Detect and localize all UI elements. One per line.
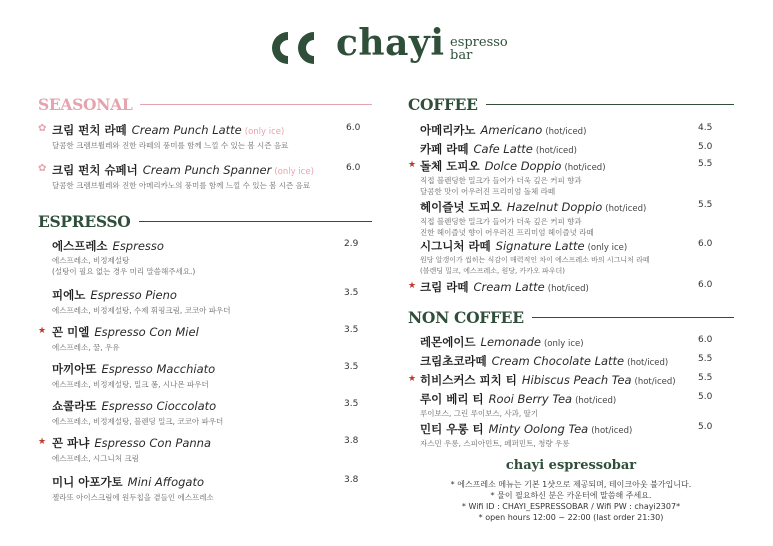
item-name-en: Espresso Con Panna (94, 436, 211, 450)
item-note: (only ice) (543, 339, 584, 349)
brand-subtitle-line1: espresso (450, 35, 508, 50)
coffee-section-header (408, 95, 734, 114)
menu-item (408, 122, 734, 138)
item-name-ko: 크림 라떼 (420, 280, 469, 294)
star-icon: ★ (38, 326, 47, 336)
item-note: (hot/iced) (627, 358, 669, 368)
item-price: 3.5 (344, 325, 359, 335)
item-price: 5.0 (698, 142, 713, 152)
item-name-ko: 크림초코라떼 (420, 354, 487, 368)
item-price: 5.5 (698, 200, 713, 210)
item-name-ko: 마끼아또 (52, 362, 97, 376)
item-price: 5.0 (698, 422, 713, 432)
item-name-en: Cream Punch Latte (131, 123, 242, 137)
menu-item (38, 398, 372, 427)
item-name-en: Signature Latte (495, 239, 585, 253)
footer-note: * 물이 필요하신 분은 카운터에 말씀해 주세요. (490, 491, 652, 500)
item-note: (hot/iced) (591, 426, 633, 436)
star-icon: ★ (408, 374, 417, 384)
brand-name: chayi (336, 22, 445, 64)
item-name-ko: 돌체 도피오 (420, 159, 480, 173)
item-name-ko: 아메리카노 (420, 123, 476, 137)
menu-item (38, 324, 372, 353)
item-price: 3.5 (344, 399, 359, 409)
menu-item (408, 421, 734, 449)
item-desc: 진한 헤이즐넛 향이 어우러진 프리미엄 헤이즐넛 라떼 (420, 228, 594, 237)
item-price: 6.0 (346, 163, 361, 173)
item-desc: 루이보스, 그린 루이보스, 사과, 딸기 (420, 409, 539, 418)
item-name-ko: 크림 펀치 슈페너 (52, 163, 138, 177)
star-icon: ★ (38, 437, 47, 447)
item-price: 6.0 (698, 239, 713, 249)
item-name-en: Espresso (112, 239, 164, 253)
footer-notes (408, 479, 734, 523)
section-divider (532, 317, 734, 318)
item-price: 6.0 (698, 335, 713, 345)
item-name-ko: 카페 라떼 (420, 142, 469, 156)
item-price: 5.5 (698, 373, 713, 383)
item-desc: 달콤한 크렘브륄레와 진한 아메리카노의 풍미를 함께 느낄 수 있는 봄 시즌 음료 (52, 181, 311, 190)
flower-icon: ✿ (38, 123, 47, 134)
footer-title: chayi espressobar (505, 458, 637, 473)
item-note: (hot/iced) (564, 163, 606, 173)
item-name-ko: 레몬에이드 (420, 335, 476, 349)
item-name-ko: 에스프레소 (52, 239, 108, 253)
item-desc: 에스프레소, 비정제설탕, 수제 휘핑크림, 코코아 파우더 (52, 306, 231, 315)
brand-subtitle (450, 36, 508, 62)
footer-note: * open hours 12:00 ~ 22:00 (last order 21:30) (478, 513, 664, 522)
item-price: 3.5 (344, 362, 359, 372)
item-desc: 달콤한 크렘브륄레와 진한 라떼의 풍미를 함께 느낄 수 있는 봄 시즌 음료 (52, 141, 289, 150)
item-name-en: Hazelnut Doppio (506, 200, 603, 214)
item-price: 4.5 (698, 123, 713, 133)
item-note: (only ice) (274, 167, 314, 177)
item-name-en: Minty Oolong Tea (488, 422, 589, 436)
section-divider (140, 104, 372, 105)
item-desc: 직접 블렌딩한 밀크가 들어가 더욱 깊은 커피 향과 (420, 217, 582, 226)
menu-item (408, 238, 734, 277)
menu-item (38, 287, 372, 316)
coffee-title: COFFEE (408, 95, 478, 114)
item-price: 3.8 (344, 475, 359, 485)
noncoffee-section-header (408, 308, 734, 327)
item-name-en: Espresso Cioccolato (101, 399, 217, 413)
item-price: 6.0 (346, 123, 361, 133)
item-desc: 젤라또 아이스크림에 원두칩을 곁들인 에스프레소 (52, 493, 214, 502)
item-name-ko: 헤이즐넛 도피오 (420, 200, 502, 214)
noncoffee-title: NON COFFEE (408, 308, 524, 327)
seasonal-section-header (38, 95, 372, 114)
brand-subtitle-line2: bar (450, 48, 473, 63)
item-price: 5.0 (698, 392, 713, 402)
section-divider (139, 221, 372, 222)
item-name-en: Espresso Pieno (90, 288, 177, 302)
item-name-en: Cream Latte (473, 280, 545, 294)
item-name-ko: 꼰 파냐 (52, 436, 90, 450)
menu-item (38, 435, 372, 464)
item-desc: 에스프레소, 비정제설탕 (52, 256, 130, 265)
star-icon: ★ (408, 281, 417, 291)
seasonal-title: SEASONAL (38, 95, 133, 114)
menu-item (408, 141, 734, 157)
item-name-ko: 미니 아포가토 (52, 475, 123, 489)
menu-item (408, 199, 734, 238)
item-name-en: Espresso Con Miel (94, 325, 199, 339)
item-price: 3.5 (344, 288, 359, 298)
menu-item (408, 391, 734, 419)
item-name-en: Cafe Latte (473, 142, 533, 156)
star-icon: ★ (408, 160, 417, 170)
item-desc: 에스프레소, 비정제설탕, 밀크 폼, 시나몬 파우더 (52, 380, 209, 389)
menu-item (408, 158, 734, 197)
footer-note: * Wifi ID : CHAYI_ESPRESSOBAR / Wifi PW : chayi2307* (461, 502, 681, 511)
item-name-en: Americano (480, 123, 543, 137)
espresso-title: ESPRESSO (38, 212, 131, 231)
item-desc: 자스민 우롱, 스피아민트, 페퍼민트, 청량 우롱 (420, 439, 570, 448)
item-desc: (블렌딩 밀크, 에스프레소, 원당, 카카오 파우더) (420, 267, 565, 275)
item-price: 5.5 (698, 159, 713, 169)
menu-item (38, 122, 372, 151)
item-name-ko: 시그니처 라떼 (420, 239, 491, 253)
menu-item (408, 279, 734, 295)
menu-item (408, 334, 734, 350)
item-price: 5.5 (698, 354, 713, 364)
item-desc: 에스프레소, 비정제설탕, 블렌딩 밀크, 코코아 파우더 (52, 417, 224, 426)
item-note: (hot/iced) (575, 396, 617, 406)
flower-icon: ✿ (38, 163, 47, 174)
item-desc: 에스프레소, 시그니처 크림 (52, 454, 139, 463)
chayi-logo-icon (270, 30, 330, 66)
item-desc: 직접 블렌딩한 밀크가 들어가 더욱 깊은 커피 향과 (420, 176, 582, 185)
menu-item (408, 353, 734, 369)
menu-item (38, 361, 372, 390)
item-desc: 달콤한 맛이 어우러진 프리미엄 돌체 라떼 (420, 187, 556, 196)
item-price: 2.9 (344, 239, 359, 249)
footer-note: * 에스프레소 메뉴는 기본 1샷으로 제공되며, 테이크아웃 불가입니다. (450, 480, 692, 489)
item-name-en: Mini Affogato (127, 475, 205, 489)
item-name-en: Rooi Berry Tea (488, 392, 573, 406)
item-desc: 에스프레소, 꿀, 우유 (52, 343, 120, 352)
item-note: (hot/iced) (605, 204, 647, 214)
espresso-section-header (38, 212, 372, 231)
item-name-en: Hibiscus Peach Tea (521, 373, 632, 387)
item-name-en: Cream Chocolate Latte (491, 354, 625, 368)
menu-item (408, 372, 734, 388)
section-divider (486, 104, 734, 105)
brand-header (270, 24, 530, 74)
menu-item (38, 162, 372, 191)
item-name-ko: 히비스커스 피치 티 (420, 373, 517, 387)
item-note: (hot/iced) (634, 377, 676, 387)
item-name-ko: 크림 펀치 라떼 (52, 123, 127, 137)
menu-item (38, 238, 372, 277)
item-name-en: Cream Punch Spanner (142, 163, 272, 177)
item-name-ko: 쇼콜라또 (52, 399, 97, 413)
item-desc: (설탕이 필요 없는 경우 미리 말씀해주세요.) (52, 267, 196, 276)
item-note: (hot/iced) (535, 146, 577, 156)
menu-item (38, 474, 372, 503)
item-name-en: Lemonade (480, 335, 541, 349)
item-name-ko: 민티 우롱 티 (420, 422, 484, 436)
item-name-en: Espresso Macchiato (101, 362, 216, 376)
item-name-ko: 피에노 (52, 288, 86, 302)
footer-info (408, 458, 734, 523)
item-name-en: Dolce Doppio (484, 159, 562, 173)
item-name-ko: 꼰 미엘 (52, 325, 90, 339)
item-desc: 원당 알갱이가 씹히는 식감이 매력적인 차이 에스프레소 바의 시그니처 라떼 (420, 256, 650, 264)
item-note: (only ice) (244, 127, 285, 137)
item-price: 6.0 (698, 280, 713, 290)
item-price: 3.8 (344, 436, 359, 446)
item-name-ko: 루이 베리 티 (420, 392, 484, 406)
item-note: (only ice) (587, 243, 628, 253)
item-note: (hot/iced) (547, 284, 589, 294)
item-note: (hot/iced) (545, 127, 587, 137)
